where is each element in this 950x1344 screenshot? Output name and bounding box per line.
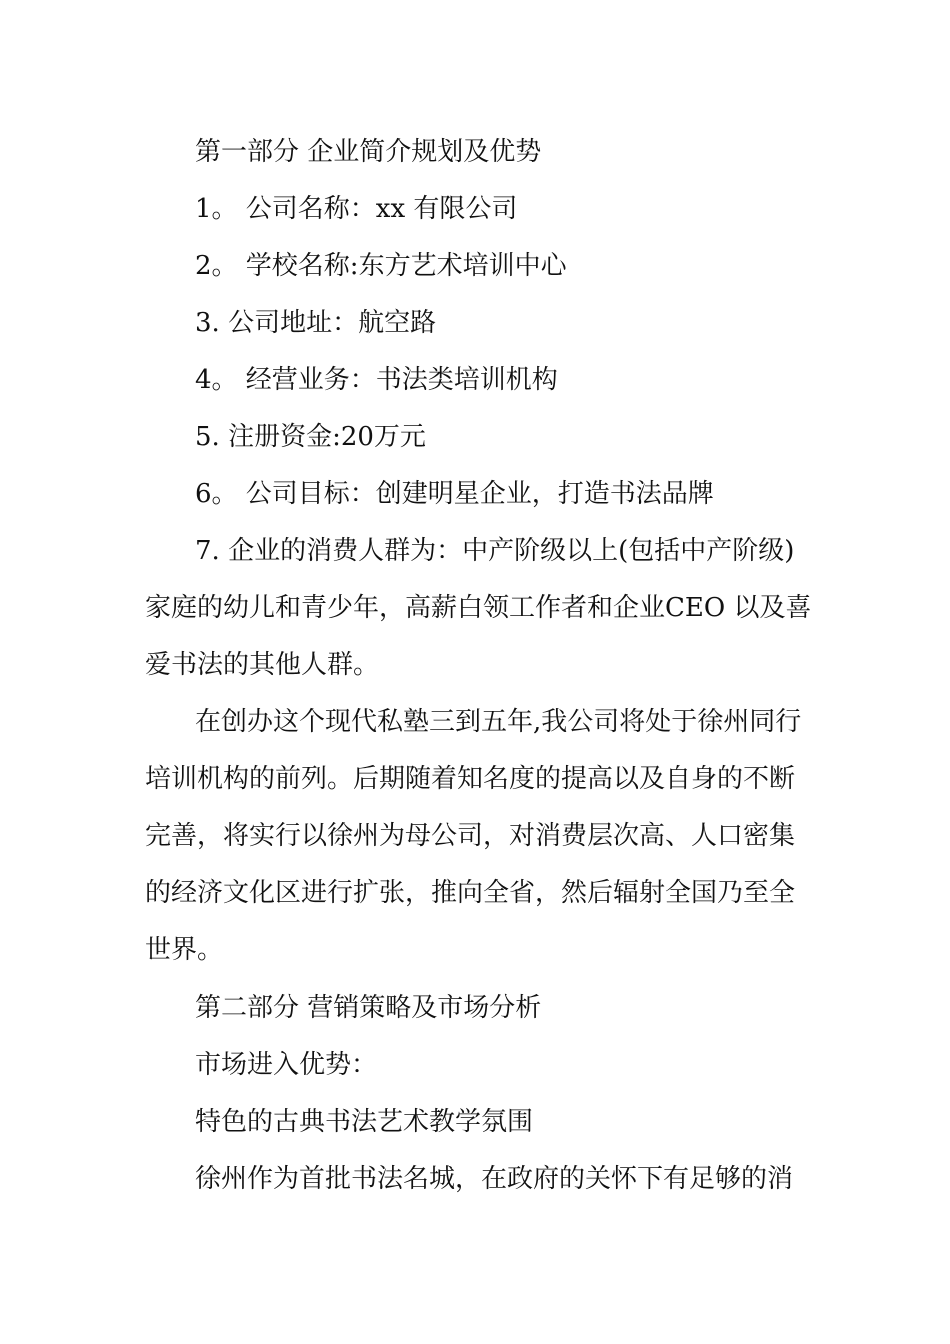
list-item-company-name: 1。 公司名称：xx 有限公司 — [195, 194, 518, 224]
subheading-market-entry: 市场进入优势： — [195, 1050, 378, 1080]
section-heading-1: 第一部分 企业简介规划及优势 — [195, 137, 542, 167]
list-item-goal: 6。 公司目标：创建明星企业，打造书法品牌 — [195, 479, 714, 509]
subheading-teaching-atmosphere: 特色的古典书法艺术教学氛围 — [195, 1107, 534, 1137]
paragraph-consumers-line-3: 爱书法的其他人群。 — [145, 650, 380, 680]
list-item-capital: 5. 注册资金:20万元 — [195, 422, 426, 452]
paragraph-consumers-line-2: 家庭的幼儿和青少年，高薪白领工作者和企业CEO 以及喜 — [145, 593, 812, 623]
paragraph-plan-line-1: 在创办这个现代私塾三到五年,我公司将处于徐州同行 — [195, 707, 802, 737]
list-item-business: 4。 经营业务：书法类培训机构 — [195, 365, 558, 395]
list-item-company-address: 3. 公司地址：航空路 — [195, 308, 437, 338]
list-item-school-name: 2。 学校名称:东方艺术培训中心 — [195, 251, 567, 281]
paragraph-plan-line-4: 的经济文化区进行扩张，推向全省，然后辐射全国乃至全 — [145, 878, 796, 908]
paragraph-plan-line-3: 完善，将实行以徐州为母公司，对消费层次高、人口密集 — [145, 821, 796, 851]
paragraph-plan-line-5: 世界。 — [145, 935, 224, 965]
paragraph-plan-line-2: 培训机构的前列。后期随着知名度的提高以及自身的不断 — [145, 764, 796, 794]
paragraph-consumers-line-1: 7. 企业的消费人群为：中产阶级以上(包括中产阶级) — [195, 536, 795, 566]
section-heading-2: 第二部分 营销策略及市场分析 — [195, 993, 542, 1023]
paragraph-xuzhou-line-1: 徐州作为首批书法名城，在政府的关怀下有足够的消 — [195, 1164, 794, 1194]
